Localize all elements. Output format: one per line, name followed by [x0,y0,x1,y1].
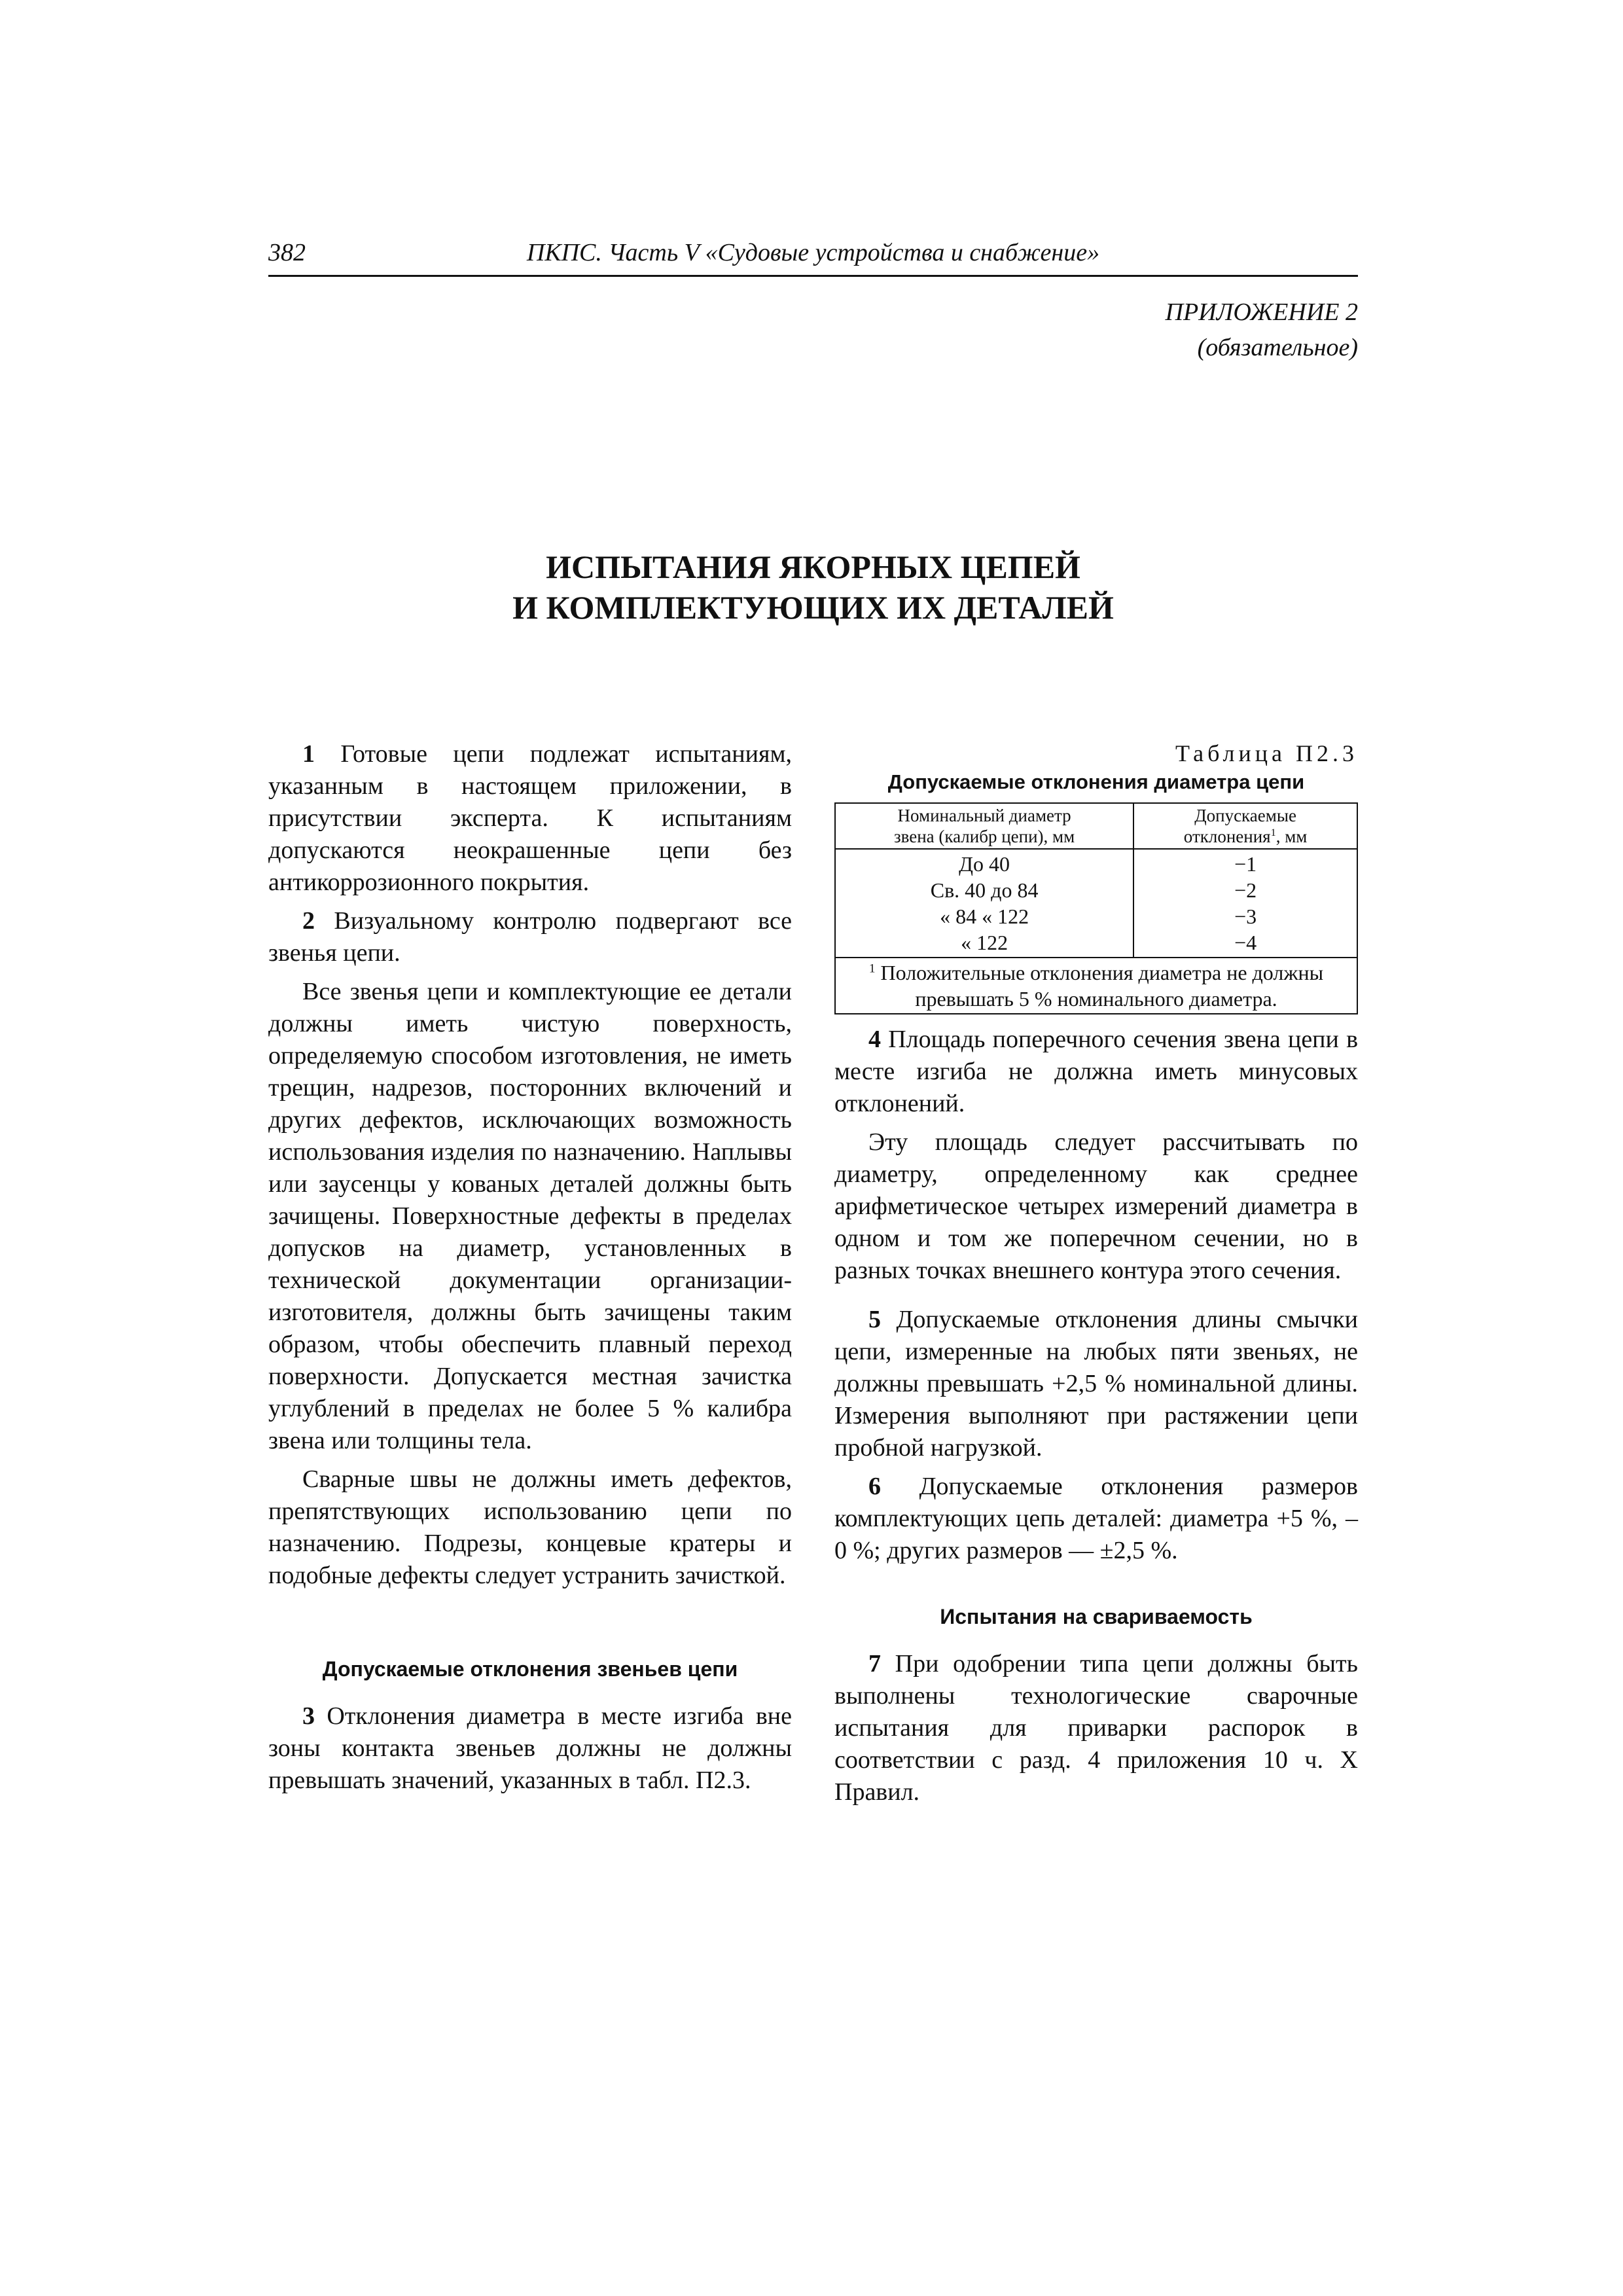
paragraph-text: Допускаемые отклонения размеров комплектующих цепь деталей: диаметра +5 %, –0 %; других размеров — ±2,5 %. [834,1473,1358,1564]
paragraph-5 [834,1304,1358,1464]
table-footnote-row [835,958,1357,1014]
paragraph-text: Отклонения диаметра в месте изгиба вне зоны контакта звеньев должны не должны превышать значений, указанных в табл. П2.3. [268,1702,793,1794]
paragraph-text: Допускаемые отклонения длины смычки цепи, измеренные на любых пяти звеньях, не должны превышать +2,5 % номинальной длины. Измерения выполняют при растяжении цепи пробной нагрузкой. [834,1306,1358,1462]
table-deviation-values [1133,849,1357,958]
paragraph-number: 4 [868,1026,881,1053]
paragraph-number: 7 [868,1650,881,1677]
paragraph-number: 6 [868,1473,881,1500]
appendix-number: ПРИЛОЖЕНИЕ 2 [1165,298,1358,326]
title-line-1: ИСПЫТАНИЯ ЯКОРНЫХ ЦЕПЕЙ [546,548,1080,585]
appendix-label [916,295,1358,365]
paragraph-text: При одобрении типа цепи должны быть выполнены технологические сварочные испытания для приварки распорок в соответствии с разд. 4 приложения 10 ч. X Правил. [834,1650,1358,1806]
paragraph-4 [834,1024,1358,1120]
right-column [834,738,1358,1808]
footnote-marker: 1 [1270,827,1276,838]
paragraph-text: Готовые цепи подлежат испытаниям, указанным в настоящем приложении, в присутствии эксперта. К испытаниям допускаются неокрашенные цепи без антикоррозионного покрытия. [268,740,792,896]
deviation-table [834,802,1358,1014]
table-header-row [835,803,1357,849]
table-label: Таблица П2.3 [1175,740,1358,766]
table-cell: До 40 [959,852,1010,876]
page-number: 382 [268,239,306,266]
table-cell: −4 [1234,931,1257,954]
paragraph-6 [834,1471,1358,1567]
appendix-status: (обязательное) [1197,334,1358,361]
table-cell: Св. 40 до 84 [930,878,1039,902]
table-header-diameter: Номинальный диаметр звена (калибр цепи), мм [835,803,1133,849]
paragraph-1 [268,738,792,899]
paragraph-2-surface: Все звенья цепи и комплектующие ее детали должны иметь чистую поверхность, определяемую способом изготовления, не иметь трещин, надрезов, посторонних включений и других дефектов, исключающих возможность использования изделия по назначению. Наплывы или заусенцы у кованых деталей должны быть зачищены. Поверхностные дефекты в пределах допусков на диаметр, установленных в технической документации организации-изготовителя, должны быть зачищены таким образом, чтобы обеспечить плавный переход поверхности. Допускается местная зачистка углублений в пределах не более 5 % калибра звена или толщины тела. [268,978,792,1454]
paragraph-4-area: Эту площадь следует рассчитывать по диаметру, определенному как среднее арифметическое четырех измерений диаметра в одном и том же поперечном сечении, но в разных точках внешнего контура этого сечения. [834,1128,1358,1284]
title-line-2: И КОМПЛЕКТУЮЩИХ ИХ ДЕТАЛЕЙ [512,589,1114,626]
table-diameter-values [835,849,1133,958]
paragraph-7 [834,1648,1358,1808]
table-footnote: $^1$ Положительные отклонения диаметра не должны превышать 5 % номинального диаметра. [835,958,1357,1014]
table-cell: −3 [1234,905,1257,928]
paragraph-2-welds: Сварные швы не должны иметь дефектов, препятствующих использованию цепи по назначению. Подрезы, концевые кратеры и подобные дефекты следует устранить зачисткой. [268,1465,792,1589]
paragraph-number: 1 [302,740,315,768]
paragraph-number: 5 [868,1306,881,1333]
table-header-deviation: Допускаемые отклонения$^1$, мм [1133,803,1357,849]
table-cell: « 84 « 122 [940,905,1029,928]
document-title [268,547,1358,628]
table-cell: −1 [1234,852,1257,876]
section-heading-link-deviations: Допускаемые отклонения звеньев цепи [322,1657,738,1681]
paragraph-number: 3 [302,1702,315,1730]
section-heading-weldability: Испытания на свариваемость [940,1605,1253,1628]
table-cell: « 122 [961,931,1008,954]
paragraph-3 [268,1700,792,1797]
page-header [268,236,1358,277]
table-cell: −2 [1234,878,1257,902]
paragraph-2 [268,905,792,969]
paragraph-text: Площадь поперечного сечения звена цепи в месте изгиба не должна иметь минусовых отклонений. [834,1026,1359,1117]
paragraph-number: 2 [302,907,315,935]
left-column [268,738,792,1797]
paragraph-text: Визуальному контролю подвергают все звенья цепи. [268,907,793,967]
table-caption: Допускаемые отклонения диаметра цепи [887,770,1305,793]
running-title: ПКПС. Часть V «Судовые устройства и снабжение» [526,239,1100,266]
table-body-row [835,849,1357,958]
